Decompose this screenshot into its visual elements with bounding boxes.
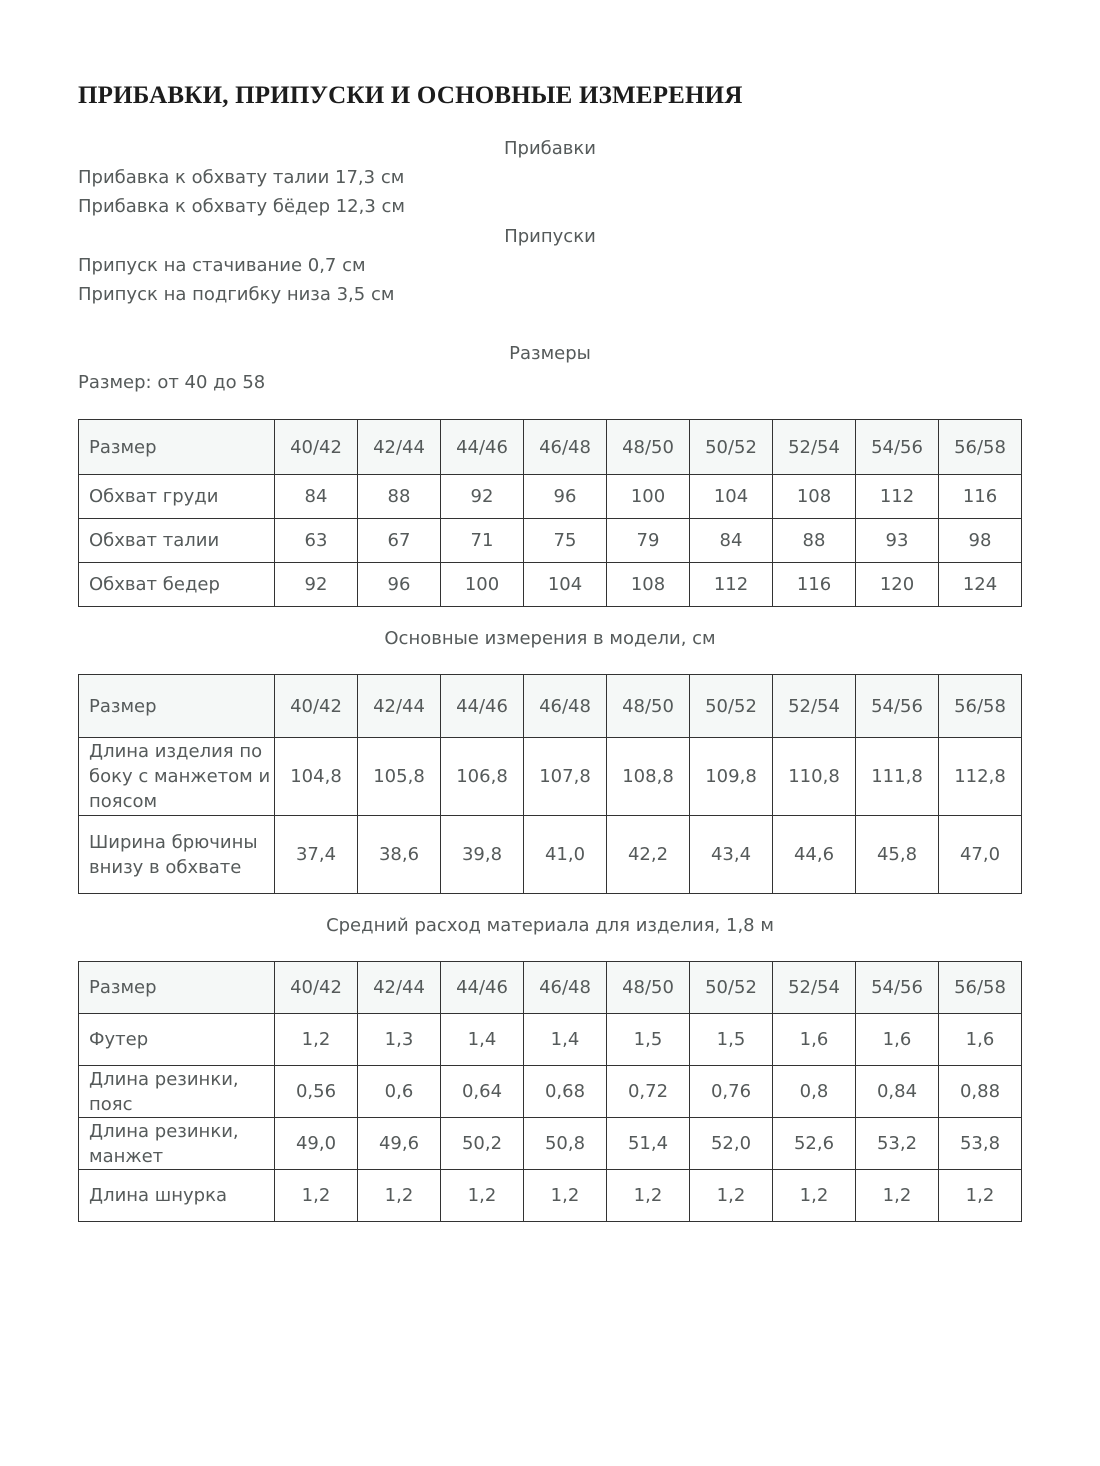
value-cell: 105,8: [358, 738, 441, 816]
header-size-cell: 52/54: [773, 420, 856, 475]
header-size-cell: 46/48: [524, 962, 607, 1014]
value-cell: 93: [856, 519, 939, 563]
value-cell: 1,3: [358, 1014, 441, 1066]
value-cell: 84: [275, 475, 358, 519]
header-size-cell: 56/58: [939, 675, 1022, 738]
value-cell: 88: [773, 519, 856, 563]
row-label-cell: Длина шнурка: [79, 1170, 275, 1222]
header-size-cell: 44/46: [441, 962, 524, 1014]
header-size-cell: 54/56: [856, 962, 939, 1014]
value-cell: 1,2: [607, 1170, 690, 1222]
value-cell: 84: [690, 519, 773, 563]
header-label-cell: Размер: [79, 420, 275, 475]
value-cell: 52,6: [773, 1118, 856, 1170]
header-size-cell: 40/42: [275, 675, 358, 738]
value-cell: 53,8: [939, 1118, 1022, 1170]
value-cell: 116: [773, 563, 856, 607]
value-cell: 112: [856, 475, 939, 519]
value-cell: 112,8: [939, 738, 1022, 816]
header-size-cell: 44/46: [441, 420, 524, 475]
value-cell: 1,6: [773, 1014, 856, 1066]
allowance-hem: Припуск на подгибку низа 3,5 см: [78, 284, 395, 305]
page-title: ПРИБАВКИ, ПРИПУСКИ И ОСНОВНЫЕ ИЗМЕРЕНИЯ: [78, 82, 743, 109]
value-cell: 0,76: [690, 1066, 773, 1118]
header-size-cell: 46/48: [524, 420, 607, 475]
value-cell: 104: [690, 475, 773, 519]
value-cell: 100: [441, 563, 524, 607]
value-cell: 100: [607, 475, 690, 519]
value-cell: 1,2: [939, 1170, 1022, 1222]
row-label-cell: Ширина брючины внизу в обхвате: [79, 816, 275, 894]
header-size-cell: 48/50: [607, 675, 690, 738]
addition-hips: Прибавка к обхвату бёдер 12,3 см: [78, 196, 405, 217]
value-cell: 1,2: [690, 1170, 773, 1222]
table-header-row: [79, 420, 1022, 475]
sizes-heading: Размеры: [509, 343, 591, 364]
value-cell: 88: [358, 475, 441, 519]
value-cell: 79: [607, 519, 690, 563]
header-size-cell: 46/48: [524, 675, 607, 738]
value-cell: 1,6: [856, 1014, 939, 1066]
value-cell: 116: [939, 475, 1022, 519]
addition-waist: Прибавка к обхвату талии 17,3 см: [78, 167, 405, 188]
value-cell: 1,5: [607, 1014, 690, 1066]
value-cell: 67: [358, 519, 441, 563]
value-cell: 0,88: [939, 1066, 1022, 1118]
value-cell: 107,8: [524, 738, 607, 816]
header-size-cell: 48/50: [607, 962, 690, 1014]
header-size-cell: 42/44: [358, 675, 441, 738]
header-size-cell: 52/54: [773, 962, 856, 1014]
row-label-cell: Футер: [79, 1014, 275, 1066]
value-cell: 98: [939, 519, 1022, 563]
table-row: [79, 816, 1022, 894]
header-label-cell: Размер: [79, 962, 275, 1014]
row-label-cell: Длина изделия по боку с манжетом и поясом: [79, 738, 275, 816]
measurements-heading: Основные измерения в модели, см: [384, 628, 716, 649]
row-label-cell: Длина резинки, манжет: [79, 1118, 275, 1170]
value-cell: 53,2: [856, 1118, 939, 1170]
material-heading: Средний расход материала для изделия, 1,8 м: [326, 915, 774, 936]
value-cell: 0,6: [358, 1066, 441, 1118]
table-row: [79, 1170, 1022, 1222]
header-size-cell: 50/52: [690, 420, 773, 475]
value-cell: 1,6: [939, 1014, 1022, 1066]
value-cell: 43,4: [690, 816, 773, 894]
value-cell: 1,2: [358, 1170, 441, 1222]
value-cell: 1,2: [856, 1170, 939, 1222]
value-cell: 104,8: [275, 738, 358, 816]
value-cell: 0,8: [773, 1066, 856, 1118]
header-size-cell: 40/42: [275, 962, 358, 1014]
value-cell: 63: [275, 519, 358, 563]
value-cell: 120: [856, 563, 939, 607]
value-cell: 39,8: [441, 816, 524, 894]
header-size-cell: 54/56: [856, 420, 939, 475]
value-cell: 110,8: [773, 738, 856, 816]
value-cell: 1,4: [441, 1014, 524, 1066]
value-cell: 1,2: [524, 1170, 607, 1222]
value-cell: 111,8: [856, 738, 939, 816]
table-row: [79, 1118, 1022, 1170]
header-size-cell: 54/56: [856, 675, 939, 738]
value-cell: 50,2: [441, 1118, 524, 1170]
size-range: Размер: от 40 до 58: [78, 372, 266, 393]
value-cell: 112: [690, 563, 773, 607]
value-cell: 47,0: [939, 816, 1022, 894]
value-cell: 49,6: [358, 1118, 441, 1170]
value-cell: 0,68: [524, 1066, 607, 1118]
header-size-cell: 42/44: [358, 420, 441, 475]
value-cell: 1,2: [275, 1014, 358, 1066]
header-size-cell: 56/58: [939, 420, 1022, 475]
header-size-cell: 50/52: [690, 962, 773, 1014]
value-cell: 108: [607, 563, 690, 607]
table-row: [79, 1014, 1022, 1066]
value-cell: 109,8: [690, 738, 773, 816]
value-cell: 104: [524, 563, 607, 607]
header-size-cell: 50/52: [690, 675, 773, 738]
value-cell: 92: [275, 563, 358, 607]
allowances-heading: Припуски: [504, 226, 596, 247]
value-cell: 1,2: [441, 1170, 524, 1222]
header-size-cell: 52/54: [773, 675, 856, 738]
table-row: [79, 1066, 1022, 1118]
value-cell: 96: [524, 475, 607, 519]
value-cell: 41,0: [524, 816, 607, 894]
value-cell: 49,0: [275, 1118, 358, 1170]
value-cell: 106,8: [441, 738, 524, 816]
header-label-cell: Размер: [79, 675, 275, 738]
value-cell: 1,5: [690, 1014, 773, 1066]
value-cell: 108: [773, 475, 856, 519]
allowance-seam: Припуск на стачивание 0,7 см: [78, 255, 366, 276]
material-table: [78, 961, 1022, 1222]
value-cell: 0,56: [275, 1066, 358, 1118]
header-size-cell: 44/46: [441, 675, 524, 738]
value-cell: 0,64: [441, 1066, 524, 1118]
value-cell: 51,4: [607, 1118, 690, 1170]
value-cell: 37,4: [275, 816, 358, 894]
value-cell: 92: [441, 475, 524, 519]
value-cell: 108,8: [607, 738, 690, 816]
header-size-cell: 42/44: [358, 962, 441, 1014]
header-size-cell: 48/50: [607, 420, 690, 475]
header-size-cell: 56/58: [939, 962, 1022, 1014]
value-cell: 1,2: [773, 1170, 856, 1222]
sizes-table: [78, 419, 1022, 607]
table-header-row: [79, 675, 1022, 738]
row-label-cell: Длина резинки, пояс: [79, 1066, 275, 1118]
value-cell: 1,2: [275, 1170, 358, 1222]
value-cell: 38,6: [358, 816, 441, 894]
table-row: [79, 738, 1022, 816]
table-row: [79, 519, 1022, 563]
value-cell: 45,8: [856, 816, 939, 894]
value-cell: 52,0: [690, 1118, 773, 1170]
additions-heading: Прибавки: [504, 138, 596, 159]
row-label-cell: Обхват бедер: [79, 563, 275, 607]
row-label-cell: Обхват груди: [79, 475, 275, 519]
table-row: [79, 475, 1022, 519]
value-cell: 50,8: [524, 1118, 607, 1170]
header-size-cell: 40/42: [275, 420, 358, 475]
value-cell: 96: [358, 563, 441, 607]
measurements-table: [78, 674, 1022, 894]
value-cell: 44,6: [773, 816, 856, 894]
value-cell: 42,2: [607, 816, 690, 894]
table-header-row: [79, 962, 1022, 1014]
value-cell: 1,4: [524, 1014, 607, 1066]
value-cell: 124: [939, 563, 1022, 607]
table-row: [79, 563, 1022, 607]
value-cell: 0,84: [856, 1066, 939, 1118]
value-cell: 71: [441, 519, 524, 563]
value-cell: 75: [524, 519, 607, 563]
row-label-cell: Обхват талии: [79, 519, 275, 563]
value-cell: 0,72: [607, 1066, 690, 1118]
